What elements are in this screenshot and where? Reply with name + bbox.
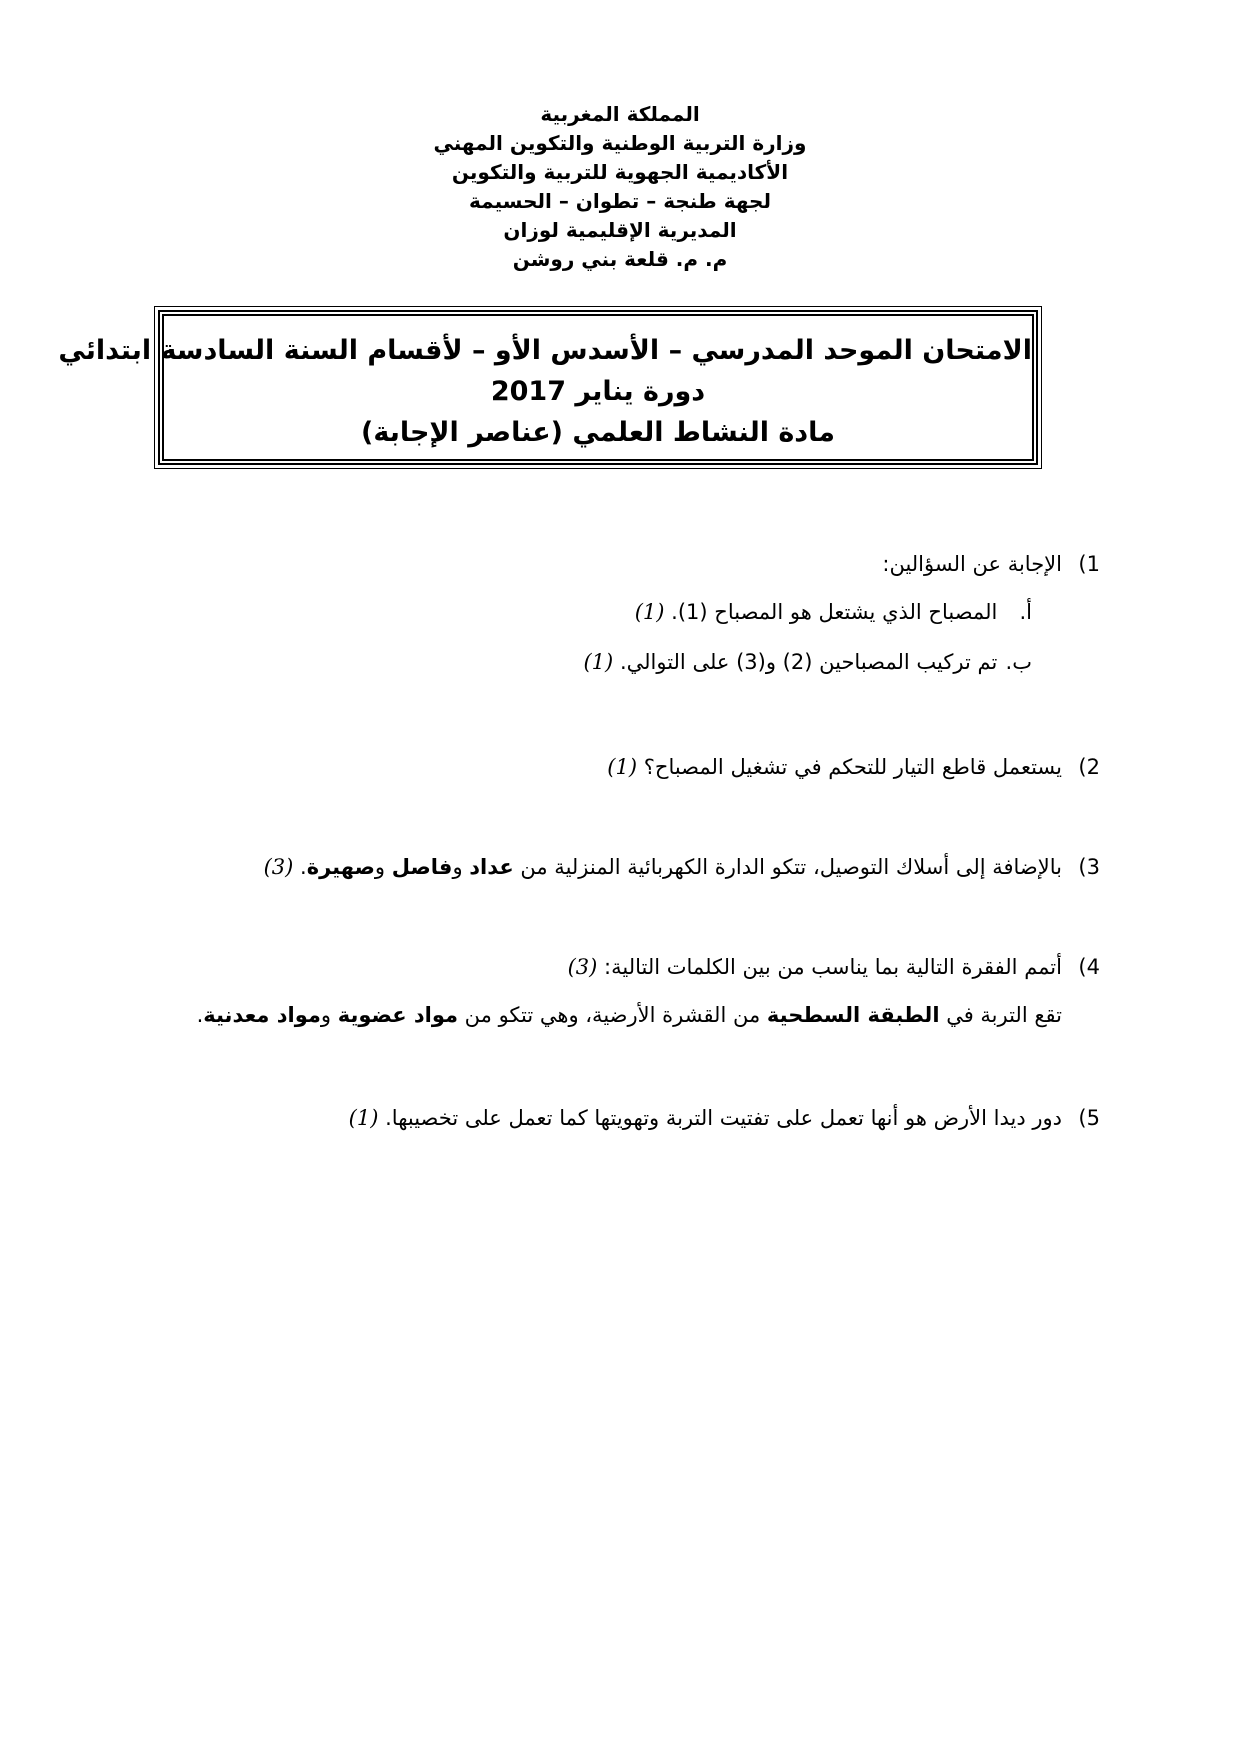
answer-keyword: الطبقة السطحية [766, 1003, 940, 1027]
header-line-academy: الأكاديمية الجهوية للتربية والتكوين [451, 160, 789, 184]
answer-number: 2) [1078, 755, 1100, 779]
answer-1-a [635, 598, 1032, 626]
answer-number: 5) [1078, 1106, 1100, 1130]
points-label: (1) [634, 600, 665, 624]
answer-keyword: فاصل [391, 855, 453, 879]
answer-keyword: عداد [469, 855, 514, 879]
answer-separator: و [452, 855, 470, 879]
answer-4 [568, 953, 1100, 981]
sub-letter: ب. [1005, 650, 1032, 674]
answer-5 [349, 1104, 1100, 1132]
header-line-region: لجهة طنجة – تطوان – الحسيمة [469, 189, 771, 213]
points-label: (3) [263, 855, 294, 879]
answer-text: بالإضافة إلى أسلاك التوصيل، تتكو الدارة الكهربائية المنزلية من [513, 855, 1062, 879]
header-line-school: م. م. قلعة بني روشن [512, 247, 728, 271]
header-line-kingdom: المملكة المغربية [540, 102, 700, 126]
answer-text: دور ديدا الأرض هو أنها تعمل على تفتيت التربة وتهويتها كما تعمل على تخصيبها. [385, 1106, 1062, 1130]
answer-text: يستعمل قاطع التيار للتحكم في تشغيل المصباح؟ [643, 755, 1062, 779]
sub-text: المصباح الذي يشتعل هو المصباح (1). [671, 600, 998, 624]
points-label: (3) [567, 955, 598, 979]
answer-text: أتمم الفقرة التالية بما يناسب من بين الكلمات التالية: [604, 955, 1062, 979]
header-line-ministry: وزارة التربية الوطنية والتكوين المهني [433, 131, 807, 155]
exam-title: الامتحان الموحد المدرسي – الأسدس الأو – لأقسام السنة السادسة ابتدائي [58, 335, 1032, 366]
paragraph-text: من القشرة الأرضية، وهي تتكو من [458, 1003, 767, 1027]
answer-4-paragraph [197, 1001, 1062, 1029]
answer-1-b [583, 648, 1032, 676]
answer-end: . [196, 1003, 204, 1027]
header-line-directorate: المديرية الإقليمية لوزان [503, 218, 737, 242]
answer-keyword: مواد معدنية [203, 1003, 321, 1027]
exam-session: دورة يناير 2017 [490, 376, 706, 407]
answer-2 [607, 753, 1100, 781]
sub-letter: أ. [1019, 600, 1032, 624]
points-label: (1) [607, 755, 638, 779]
answer-3 [264, 853, 1100, 881]
points-label: (1) [348, 1106, 379, 1130]
answer-keyword: صهيرة [306, 855, 375, 879]
answer-number: 4) [1078, 955, 1100, 979]
answer-number: 3) [1078, 855, 1100, 879]
answer-end: . [300, 855, 307, 879]
answer-text: الإجابة عن السؤالين: [882, 552, 1062, 576]
answer-keyword: مواد عضوية [337, 1003, 458, 1027]
answer-1 [882, 550, 1100, 578]
answer-separator: و [320, 1003, 338, 1027]
sub-text: تم تركيب المصباحين (2) و(3) على التوالي. [619, 650, 998, 674]
exam-subject: مادة النشاط العلمي (عناصر الإجابة) [360, 417, 836, 448]
points-label: (1) [583, 650, 614, 674]
paragraph-text: تقع التربة في [939, 1003, 1062, 1027]
answer-number: 1) [1078, 552, 1100, 576]
answer-separator: و [374, 855, 392, 879]
